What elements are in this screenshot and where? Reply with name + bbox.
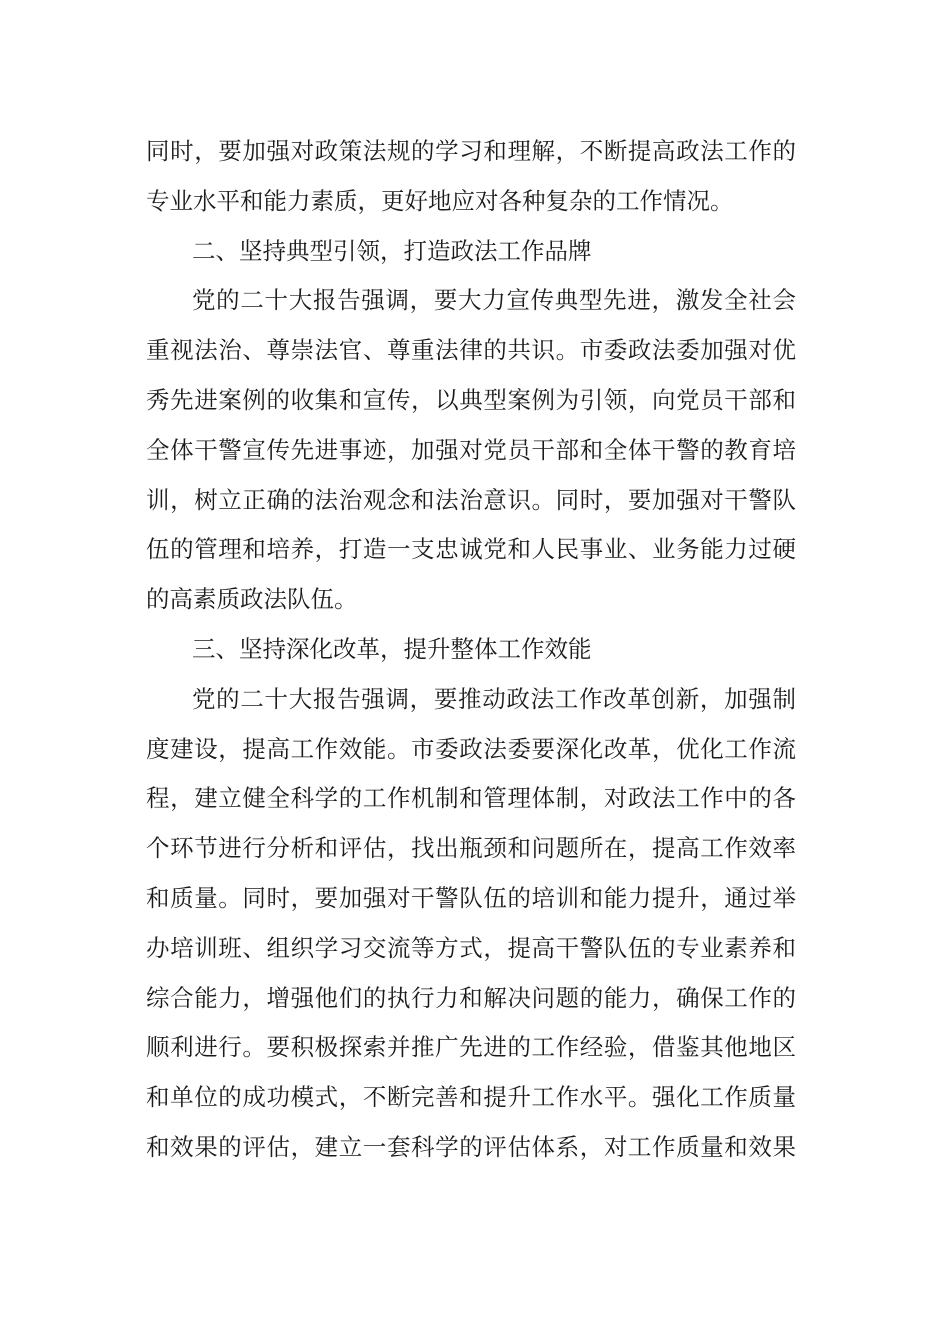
body-line: 办培训班、组织学习交流等方式，提高干警队伍的专业素养和: [146, 933, 796, 962]
section-heading-2: 二、坚持典型引领，打造政法工作品牌: [192, 236, 592, 265]
body-line: 和效果的评估，建立一套科学的评估体系，对工作质量和效果: [146, 1132, 796, 1161]
body-line: 党的二十大报告强调，要推动政法工作改革创新，加强制: [192, 684, 796, 713]
body-line: 综合能力，增强他们的执行力和解决问题的能力，确保工作的: [146, 983, 796, 1012]
body-line: 训，树立正确的法治观念和法治意识。同时，要加强对干警队: [146, 485, 796, 514]
body-line: 全体干警宣传先进事迹，加强对党员干部和全体干警的教育培: [146, 435, 796, 464]
body-line: 个环节进行分析和评估，找出瓶颈和问题所在，提高工作效率: [146, 834, 796, 863]
body-line: 同时，要加强对政策法规的学习和理解，不断提高政法工作的: [146, 137, 796, 165]
body-line: 专业水平和能力素质，更好地应对各种复杂的工作情况。: [146, 186, 734, 215]
section-heading-3: 三、坚持深化改革，提升整体工作效能: [192, 634, 592, 663]
body-line: 秀先进案例的收集和宣传，以典型案例为引领，向党员干部和: [146, 385, 796, 414]
body-line: 顺利进行。要积极探索并推广先进的工作经验，借鉴其他地区: [146, 1033, 796, 1062]
body-line: 的高素质政法队伍。: [146, 585, 358, 614]
body-line: 和质量。同时，要加强对干警队伍的培训和能力提升，通过举: [146, 883, 796, 912]
body-line: 程，建立健全科学的工作机制和管理体制，对政法工作中的各: [146, 784, 796, 813]
body-line: 度建设，提高工作效能。市委政法委要深化改革，优化工作流: [146, 734, 796, 763]
body-line: 党的二十大报告强调，要大力宣传典型先进，激发全社会: [192, 286, 796, 315]
body-line: 伍的管理和培养，打造一支忠诚党和人民事业、业务能力过硬: [146, 535, 796, 564]
body-line: 重视法治、尊崇法官、尊重法律的共识。市委政法委加强对优: [146, 336, 796, 365]
body-line: 和单位的成功模式，不断完善和提升工作水平。强化工作质量: [146, 1083, 796, 1112]
document-body: [146, 127, 796, 1173]
